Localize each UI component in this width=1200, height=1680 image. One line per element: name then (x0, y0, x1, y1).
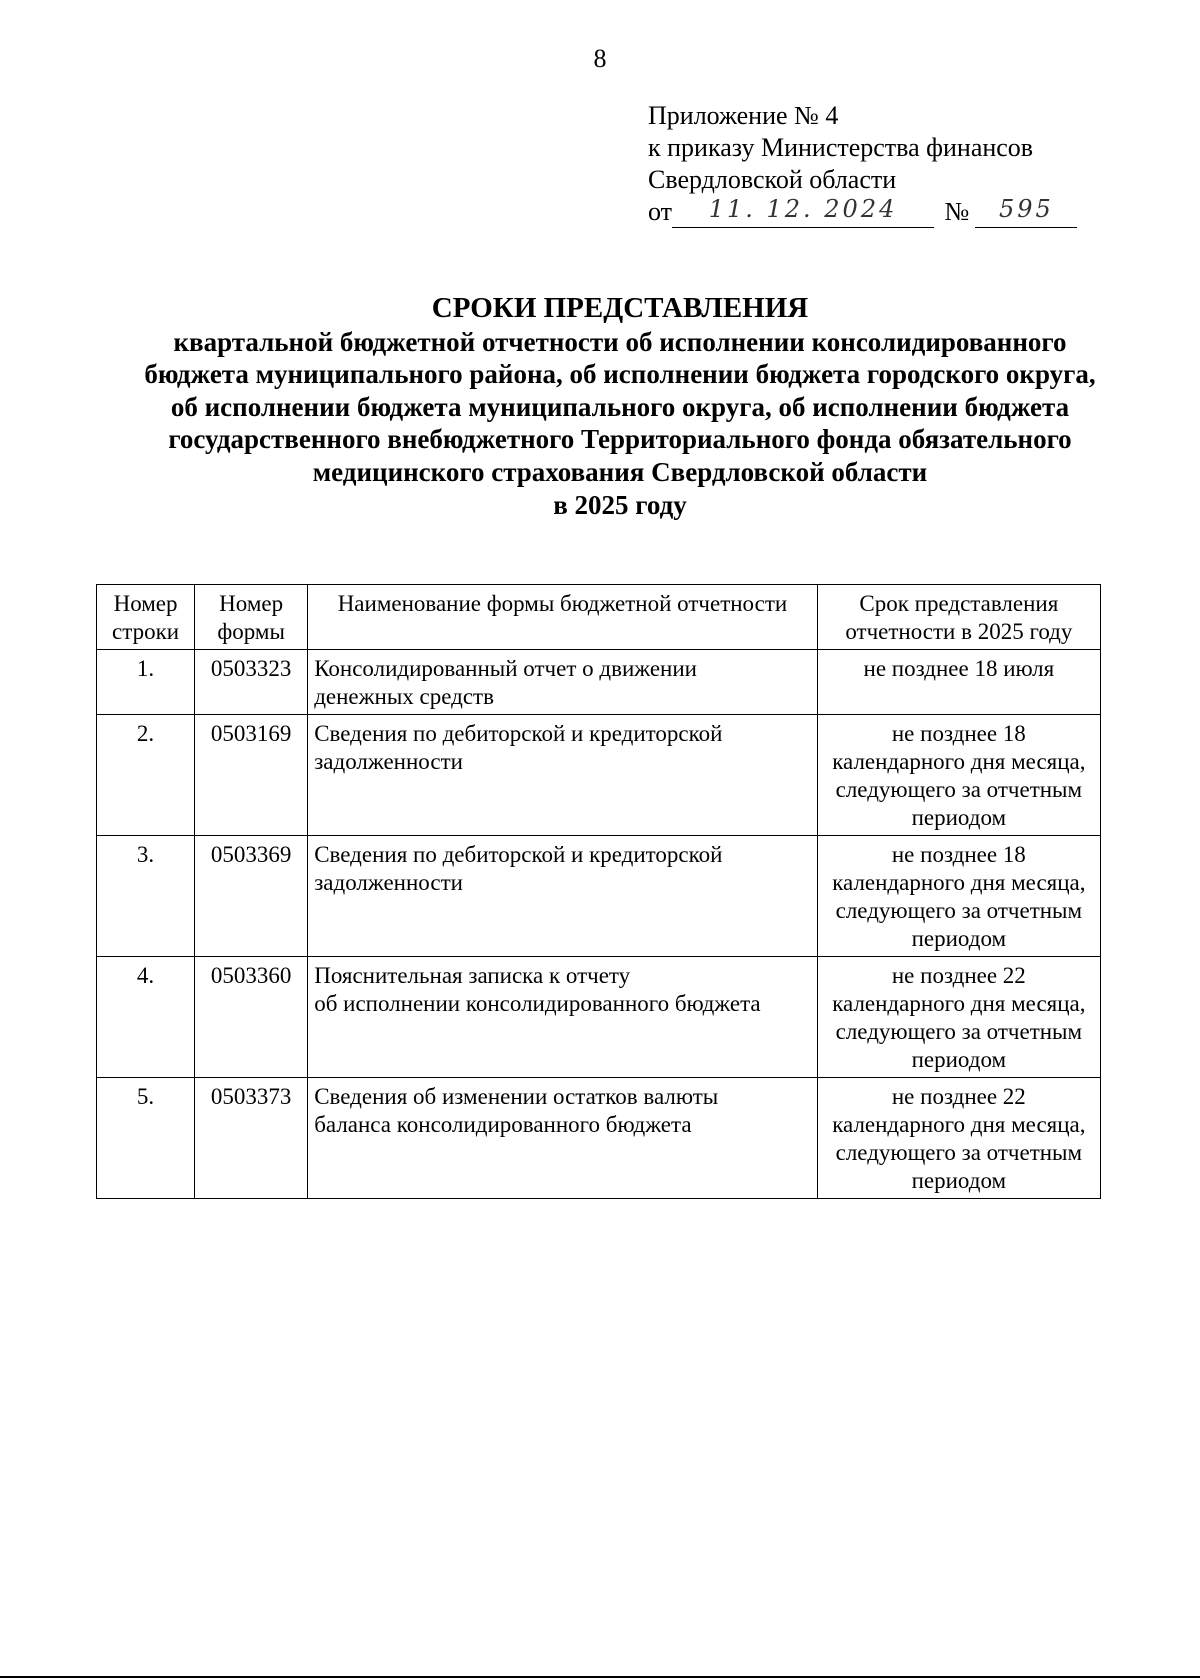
number-prefix: № (944, 197, 970, 226)
table-row (97, 650, 1101, 715)
title-line: об исполнении бюджета муниципального округа, об исполнении бюджета (170, 391, 1070, 422)
deadline-line: не позднее 18 (891, 721, 1026, 746)
cell-row-number: 4. (97, 957, 195, 1078)
document-title (80, 292, 1160, 521)
deadline-line: не позднее 18 июля (863, 656, 1055, 681)
number-field (975, 197, 1077, 228)
title-line: квартальной бюджетной отчетности об исполнении консолидированного (173, 326, 1067, 357)
table-row (97, 957, 1101, 1078)
title-line: государственного внебюджетного Территориального фонда обязательного (168, 424, 1072, 455)
deadline-line: периодом (911, 1047, 1007, 1072)
cell-row-number: 2. (97, 715, 195, 836)
cell-form-number: 0503323 (195, 650, 308, 715)
cell-deadline (817, 650, 1100, 715)
form-name-line: денежных средств (314, 684, 494, 709)
cell-row-number: 3. (97, 836, 195, 957)
form-name-line: Сведения по дебиторской и кредиторской (314, 842, 723, 867)
header-text: Номер (219, 591, 284, 616)
table-row (97, 715, 1101, 836)
cell-deadline (817, 1078, 1100, 1199)
cell-form-number: 0503369 (195, 836, 308, 957)
cell-form-number: 0503169 (195, 715, 308, 836)
cell-deadline (817, 957, 1100, 1078)
cell-deadline (817, 715, 1100, 836)
deadline-line: календарного дня месяца, (832, 1112, 1086, 1137)
scan-bottom-edge (0, 1676, 1200, 1678)
cell-row-number: 5. (97, 1078, 195, 1199)
handwritten-number: 595 (998, 195, 1054, 223)
form-name-line: задолженности (314, 749, 463, 774)
title-line: в 2025 году (553, 489, 687, 520)
form-name-line: Пояснительная записка к отчету (314, 963, 631, 988)
cell-form-name (308, 650, 818, 715)
cell-form-name (308, 1078, 818, 1199)
title-main: СРОКИ ПРЕДСТАВЛЕНИЯ (431, 292, 809, 324)
header-deadline (817, 585, 1100, 650)
appendix-order-line: к приказу Министерства финансов (648, 133, 1034, 162)
appendix-title: Приложение № 4 (648, 101, 839, 130)
deadline-line: следующего за отчетным (835, 898, 1083, 923)
title-line: медицинского страхования Свердловской области (312, 456, 928, 487)
form-name-line: Сведения об изменении остатков валюты (314, 1084, 719, 1109)
deadline-line: периодом (911, 926, 1007, 951)
handwritten-date: 11. 12. 2024 (708, 195, 898, 223)
appendix-region-line: Свердловской области (648, 165, 897, 194)
deadlines-table (96, 584, 1101, 1199)
date-prefix: от (648, 197, 673, 226)
title-line: бюджета муниципального района, об исполнении бюджета городского округа, (144, 359, 1096, 390)
cell-row-number: 1. (97, 650, 195, 715)
deadline-line: следующего за отчетным (835, 777, 1083, 802)
deadline-line: не позднее 18 (891, 842, 1026, 867)
form-name-line: задолженности (314, 870, 463, 895)
header-form-name (308, 585, 818, 650)
deadline-line: следующего за отчетным (835, 1019, 1083, 1044)
cell-form-name (308, 715, 818, 836)
header-text: Номер (113, 591, 178, 616)
date-field (672, 197, 934, 228)
cell-form-number: 0503360 (195, 957, 308, 1078)
table-header-row (97, 585, 1101, 650)
cell-form-number: 0503373 (195, 1078, 308, 1199)
form-name-line: Сведения по дебиторской и кредиторской (314, 721, 723, 746)
appendix-date-line (648, 196, 1088, 228)
table-row (97, 836, 1101, 957)
header-text: отчетности в 2025 году (845, 619, 1073, 644)
table-row (97, 1078, 1101, 1199)
header-text: формы (217, 619, 285, 644)
deadline-line: не позднее 22 (891, 963, 1026, 988)
deadline-line: периодом (911, 1168, 1007, 1193)
cell-form-name (308, 957, 818, 1078)
header-form-number (195, 585, 308, 650)
header-text: Наименование формы бюджетной отчетности (337, 591, 788, 616)
header-text: строки (112, 619, 180, 644)
header-row-number (97, 585, 195, 650)
cell-deadline (817, 836, 1100, 957)
deadline-line: календарного дня месяца, (832, 991, 1086, 1016)
cell-form-name (308, 836, 818, 957)
appendix-block (648, 100, 1088, 228)
deadline-line: календарного дня месяца, (832, 749, 1086, 774)
deadline-line: периодом (911, 805, 1007, 830)
deadline-line: календарного дня месяца, (832, 870, 1086, 895)
form-name-line: об исполнении консолидированного бюджета (314, 991, 761, 1016)
deadline-line: не позднее 22 (891, 1084, 1026, 1109)
deadline-line: следующего за отчетным (835, 1140, 1083, 1165)
form-name-line: баланса консолидированного бюджета (314, 1112, 692, 1137)
header-text: Срок представления (859, 591, 1059, 616)
page-number: 8 (593, 44, 607, 73)
form-name-line: Консолидированный отчет о движении (314, 656, 697, 681)
